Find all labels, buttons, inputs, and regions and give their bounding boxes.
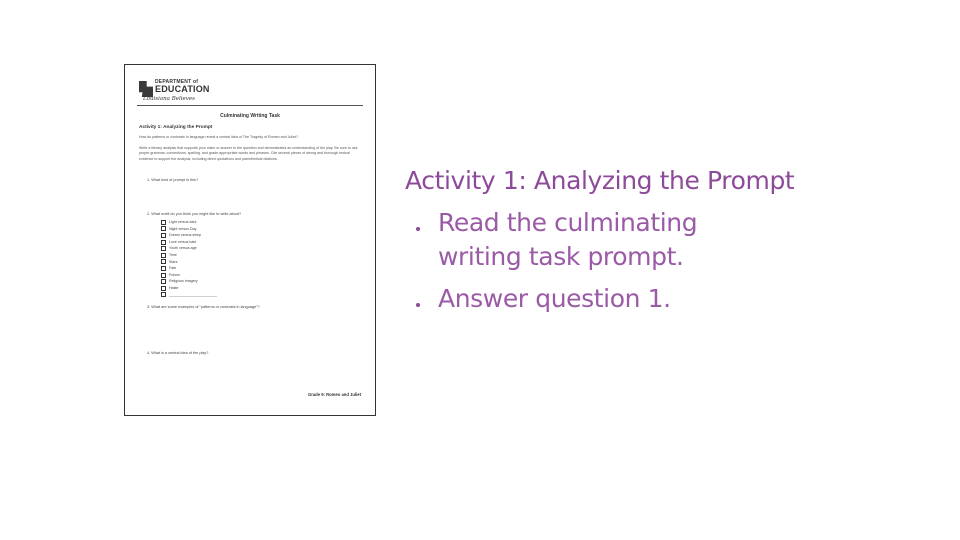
option-item: Night versus Day [161,226,217,233]
document-footer: Grade 9: Romeo and Juliet [307,392,361,397]
logo-dept-text: DEPARTMENT of [155,79,199,85]
option-item: Haste [161,285,217,292]
slide-title: Activity 1: Analyzing the Prompt [405,166,795,195]
logo-education-text: EDUCATION [155,84,210,94]
department-of-education-logo [139,79,259,105]
logo-tagline: Louisiana Believes [143,96,195,102]
option-item: Love versus hate [161,239,217,246]
question-3: 3. What are some examples of "patterns or contrasts in language"? [147,305,260,309]
question-1: 1. What kind of prompt is this? [147,178,199,182]
activity-heading: Activity 1: Analyzing the Prompt [139,125,213,130]
option-item: Light versus dark [161,219,217,226]
checkbox-icon [161,286,166,291]
bullet-dot-icon [416,227,420,231]
question-4: 4. What is a central idea of the play? [147,351,209,355]
option-item: Stars [161,259,217,266]
checkbox-icon [161,279,166,284]
option-item: ________________________ [161,292,217,299]
checkbox-icon [161,240,166,245]
document-thumbnail [124,64,376,416]
checkbox-icon [161,266,166,271]
checkbox-icon [161,233,166,238]
checkbox-icon [161,220,166,225]
question-2: 2. What motif do you think you might like to write about? [147,212,242,216]
instruction-bullets [412,206,762,324]
checkbox-icon [161,253,166,258]
checkbox-icon [161,246,166,251]
bullet-dot-icon [416,303,420,307]
checkbox-icon [161,226,166,231]
option-item: Time [161,252,217,259]
checkbox-icon [161,273,166,278]
option-item: Fate [161,265,217,272]
bullet-item [412,282,762,316]
bullet-text: Answer question 1. [438,284,671,313]
document-title: Culminating Writing Task [220,113,280,119]
header-divider [137,105,363,106]
option-item: Dream versus sleep [161,232,217,239]
instructions-text: Write a literary analysis that supports your claim or answer to the question and demonstrates an understanding of the play. Be sure to use proper grammar, conventions, spelling, and grade-appropriate words and phrases. Cite several pieces of strong and thorough textual evidence to support the analysis, including direct quotations and parenthetical citations. [139,146,358,161]
bullet-text: Read the culminating writing task prompt. [438,208,698,271]
motif-options-list [161,219,217,298]
prompt-text: How do patterns or contrasts in language reveal a central idea of The Tragedy of Romeo and Juliet? [139,135,298,139]
option-item: Youth versus age [161,245,217,252]
checkbox-icon [161,259,166,264]
option-item: Poison [161,272,217,279]
bullet-item [412,206,762,274]
option-item: Religious imagery [161,278,217,285]
checkbox-icon [161,292,166,297]
louisiana-state-icon [139,81,153,97]
